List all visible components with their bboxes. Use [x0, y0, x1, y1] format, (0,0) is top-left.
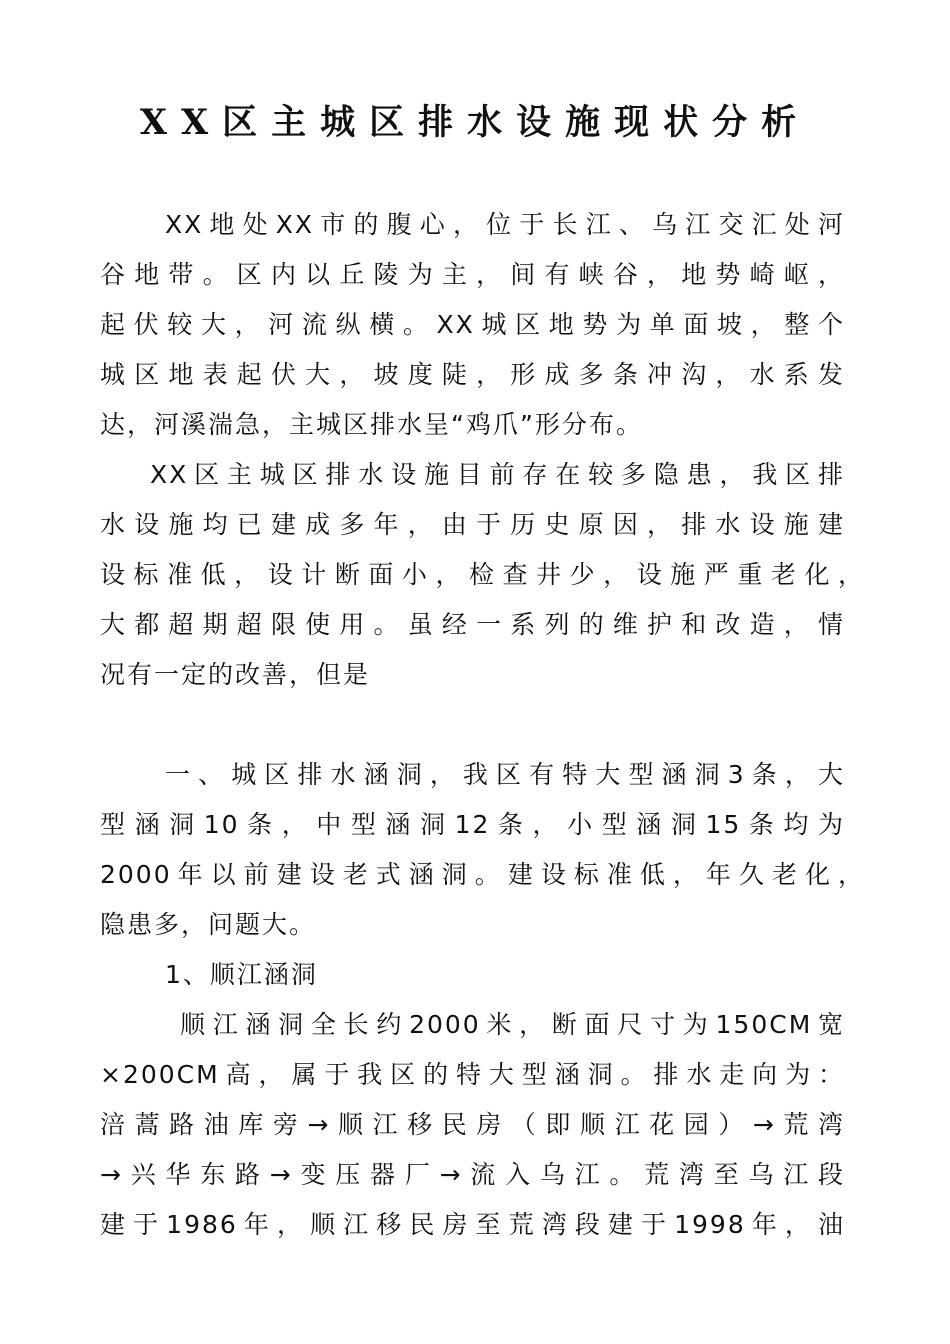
document-title: XX区主城区排水设施现状分析	[139, 102, 811, 143]
paragraph-line: 水设施均已建成多年，由于历史原因，排水设施建	[100, 510, 845, 539]
paragraph-line: 城区地表起伏大，坡度陡，形成多条冲沟，水系发	[100, 360, 845, 389]
paragraph-line: 谷地带。区内以丘陵为主，间有峡谷，地势崎岖，	[100, 260, 845, 289]
paragraph-line: 达，河溪湍急，主城区排水呈“鸡爪”形分布。	[100, 410, 643, 439]
paragraph-line: 设标准低，设计断面小，检查井少，设施严重老化，	[100, 560, 865, 589]
paragraph-line: 建于1986年，顺江移民房至荒湾段建于1998年，油	[100, 1210, 845, 1239]
paragraph-line: XX区主城区排水设施目前存在较多隐患，我区排	[150, 460, 845, 489]
paragraph-line: 况有一定的改善，但是	[100, 660, 371, 689]
paragraph-line: 一、城区排水涵洞，我区有特大型涵洞3条，大	[165, 760, 845, 789]
paragraph-line: 起伏较大，河流纵横。XX城区地势为单面坡，整个	[100, 310, 845, 339]
paragraph-line: 顺江涵洞全长约2000米，断面尺寸为150CM宽	[180, 1010, 845, 1039]
paragraph-line: 型涵洞10条，中型涵洞12条，小型涵洞15条均为	[100, 810, 845, 839]
paragraph-line: ×200CM高，属于我区的特大型涵洞。排水走向为：	[100, 1060, 845, 1089]
section-heading: 1、顺江涵洞	[165, 960, 318, 989]
paragraph-line: 2000年以前建设老式涵洞。建设标准低，年久老化，	[100, 860, 865, 889]
paragraph-line: XX地处XX市的腹心，位于长江、乌江交汇处河	[165, 210, 845, 239]
paragraph-line: 隐患多，问题大。	[100, 910, 317, 939]
paragraph-line: →兴华东路→变压器厂→流入乌江。荒湾至乌江段	[100, 1160, 845, 1189]
paragraph-line: 大都超期超限使用。虽经一系列的维护和改造，情	[100, 610, 845, 639]
paragraph-line: 涪蒿路油库旁→顺江移民房（即顺江花园）→荒湾	[100, 1110, 845, 1139]
